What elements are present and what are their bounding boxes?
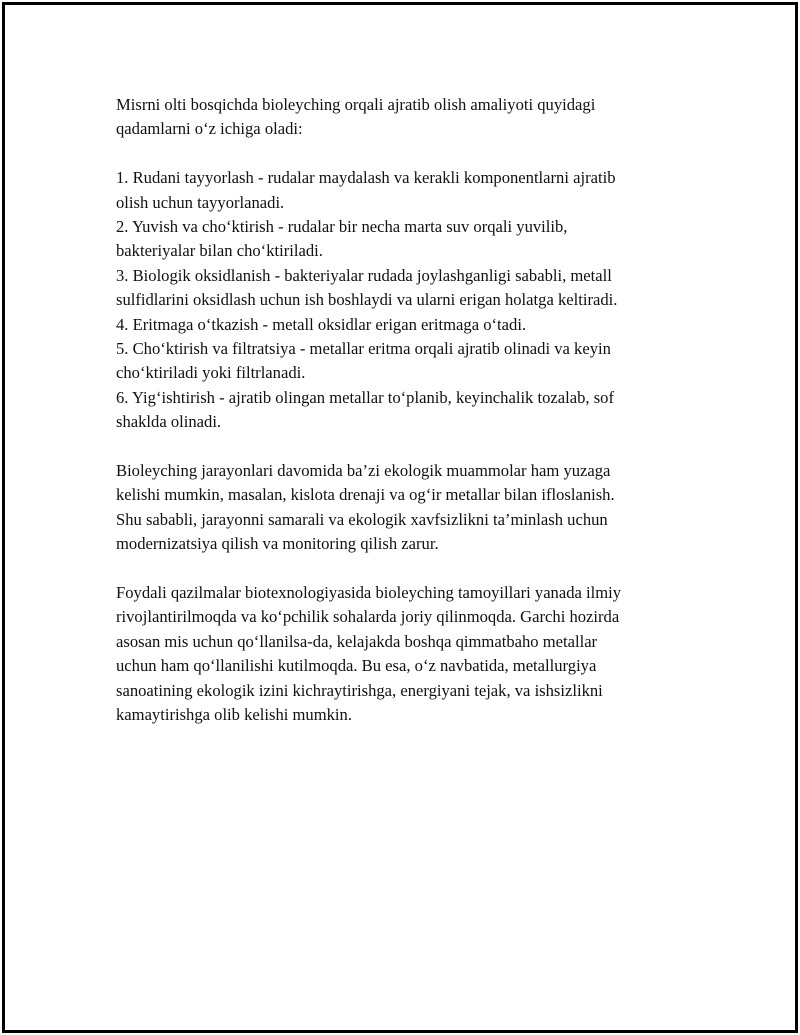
- text-line: kamaytirishga olib kelishi mumkin.: [116, 705, 352, 725]
- text-line: asosan mis uchun qo‘llanilsa-da, kelajakda boshqa qimmatbaho metallar: [116, 631, 598, 651]
- paragraph-gap: [116, 435, 682, 459]
- text-line: Foydali qazilmalar biotexnologiyasida bioleyching tamoyillari yanada ilmiy: [116, 583, 622, 603]
- step-6-line: shaklda olinadi.: [116, 412, 222, 432]
- step-2-line: 2. Yuvish va cho‘ktirish - rudalar bir necha marta suv orqali yuvilib,: [116, 217, 568, 237]
- step-4-line: 4. Eritmaga o‘tkazish - metall oksidlar erigan eritmaga o‘tadi.: [116, 314, 527, 334]
- intro-paragraph: [116, 93, 682, 142]
- text-line: Shu sababli, jarayonni samarali va ekologik xavfsizlikni ta’minlash uchun: [116, 509, 608, 529]
- ecology-paragraph: [116, 459, 682, 557]
- text-line: sanoatining ekologik izini kichraytirishga, energiyani tejak, va ishsizlikni: [116, 680, 603, 700]
- text-line: modernizatsiya qilish va monitoring qilish zarur.: [116, 534, 439, 554]
- step-1-line: 1. Rudani tayyorlash - rudalar maydalash va kerakli komponentlarni ajratib: [116, 168, 616, 188]
- step-6-line: 6. Yig‘ishtirish - ajratib olingan metallar to‘planib, keyinchalik tozalab, sof: [116, 387, 614, 407]
- text-line: Bioleyching jarayonlari davomida ba’zi ekologik muammolar ham yuzaga: [116, 461, 611, 481]
- text-line: kelishi mumkin, masalan, kislota drenaji va og‘ir metallar bilan ifloslanish.: [116, 485, 615, 505]
- text-line: qadamlarni o‘z ichiga oladi:: [116, 119, 303, 139]
- outlook-paragraph: [116, 581, 682, 727]
- document-body: [116, 93, 682, 728]
- paragraph-gap: [116, 557, 682, 581]
- step-5-line: 5. Cho‘ktirish va filtratsiya - metallar eritma orqali ajratib olinadi va keyin: [116, 339, 611, 359]
- step-3-line: 3. Biologik oksidlanish - bakteriyalar rudada joylashganligi sababli, metall: [116, 265, 612, 285]
- step-1-line: olish uchun tayyorlanadi.: [116, 192, 285, 212]
- step-3-line: sulfidlarini oksidlash uchun ish boshlaydi va ularni erigan holatga keltiradi.: [116, 290, 618, 310]
- step-5-line: cho‘ktiriladi yoki filtrlanadi.: [116, 363, 306, 383]
- text-line: Misrni olti bosqichda bioleyching orqali ajratib olish amaliyoti quyidagi: [116, 95, 596, 114]
- text-line: rivojlantirilmoqda va ko‘pchilik sohalarda joriy qilinmoqda. Garchi hozirda: [116, 607, 620, 627]
- steps-list: [116, 166, 682, 434]
- text-line: uchun ham qo‘llanilishi kutilmoqda. Bu esa, o‘z navbatida, metallurgiya: [116, 656, 597, 676]
- paragraph-gap: [116, 142, 682, 166]
- step-2-line: bakteriyalar bilan cho‘ktiriladi.: [116, 241, 323, 261]
